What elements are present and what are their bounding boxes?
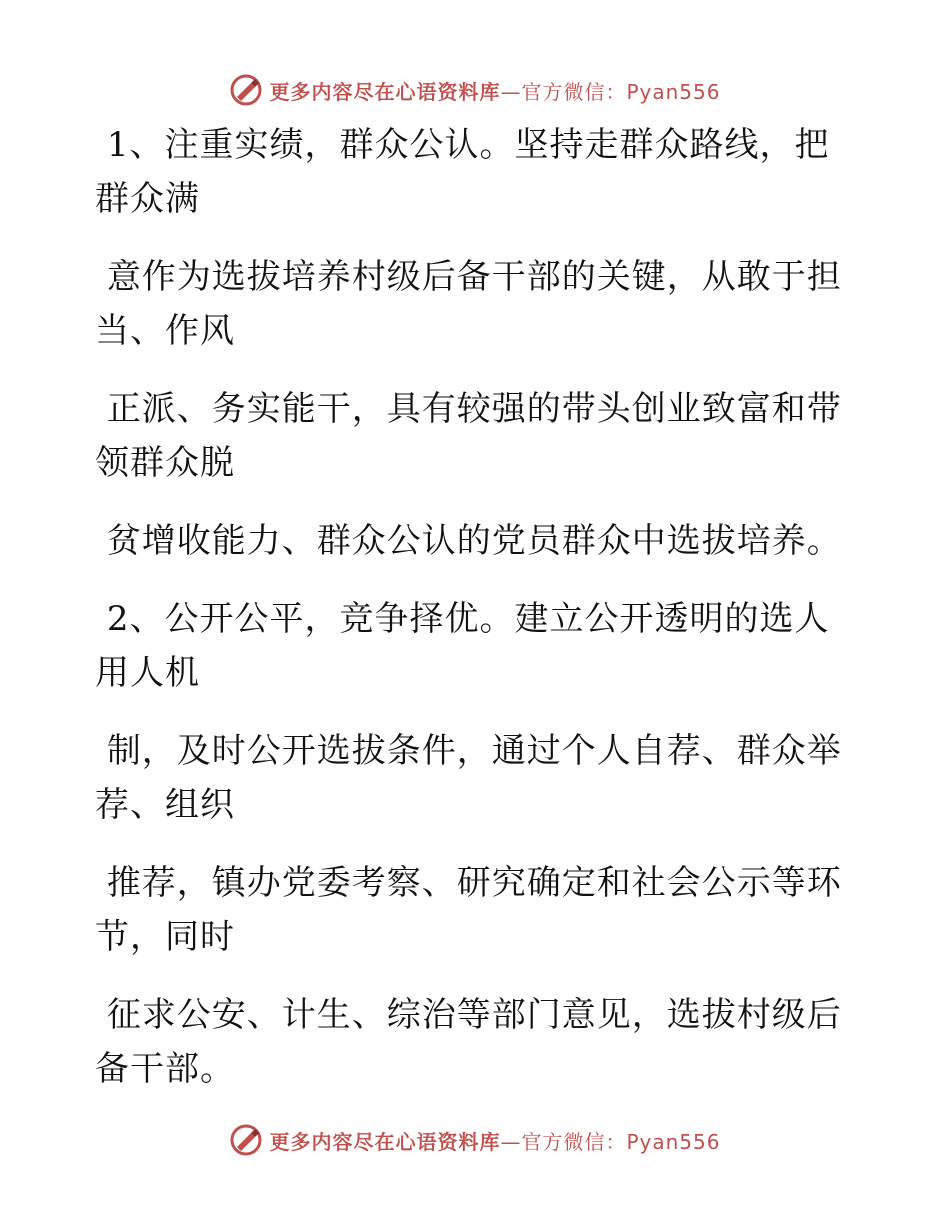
- header-banner-main-text: 更多内容尽在心语资料库: [269, 79, 501, 104]
- header-banner-contact-text: —官方微信：Pyan556: [500, 79, 721, 104]
- footer-banner: [0, 1120, 950, 1160]
- footer-banner-main-text: 更多内容尽在心语资料库: [269, 1129, 501, 1154]
- document-body: [95, 118, 855, 1120]
- paragraph-3: 正派、务实能干，具有较强的带头创业致富和带领群众脱: [95, 389, 842, 483]
- paragraph-5: 2、公开公平，竞争择优。建立公开透明的选人用人机: [95, 599, 830, 693]
- paragraph-1: 1、注重实绩，群众公认。坚持走群众路线，把群众满: [95, 125, 830, 219]
- footer-banner-contact-text: —官方微信：Pyan556: [500, 1129, 721, 1154]
- paragraph-4: 贫增收能力、群众公认的党员群众中选拔培养。: [95, 521, 842, 561]
- pen-logo-icon: [229, 73, 263, 107]
- paragraph-6: 制，及时公开选拔条件，通过个人自荐、群众举荐、组织: [95, 731, 842, 825]
- pen-logo-icon: [229, 1123, 263, 1157]
- paragraph-8: 征求公安、计生、综治等部门意见，选拔村级后备干部。: [95, 995, 842, 1089]
- header-banner: [0, 70, 950, 110]
- paragraph-7: 推荐，镇办党委考察、研究确定和社会公示等环节，同时: [95, 863, 842, 957]
- paragraph-2: 意作为选拔培养村级后备干部的关键，从敢于担当、作风: [95, 257, 842, 351]
